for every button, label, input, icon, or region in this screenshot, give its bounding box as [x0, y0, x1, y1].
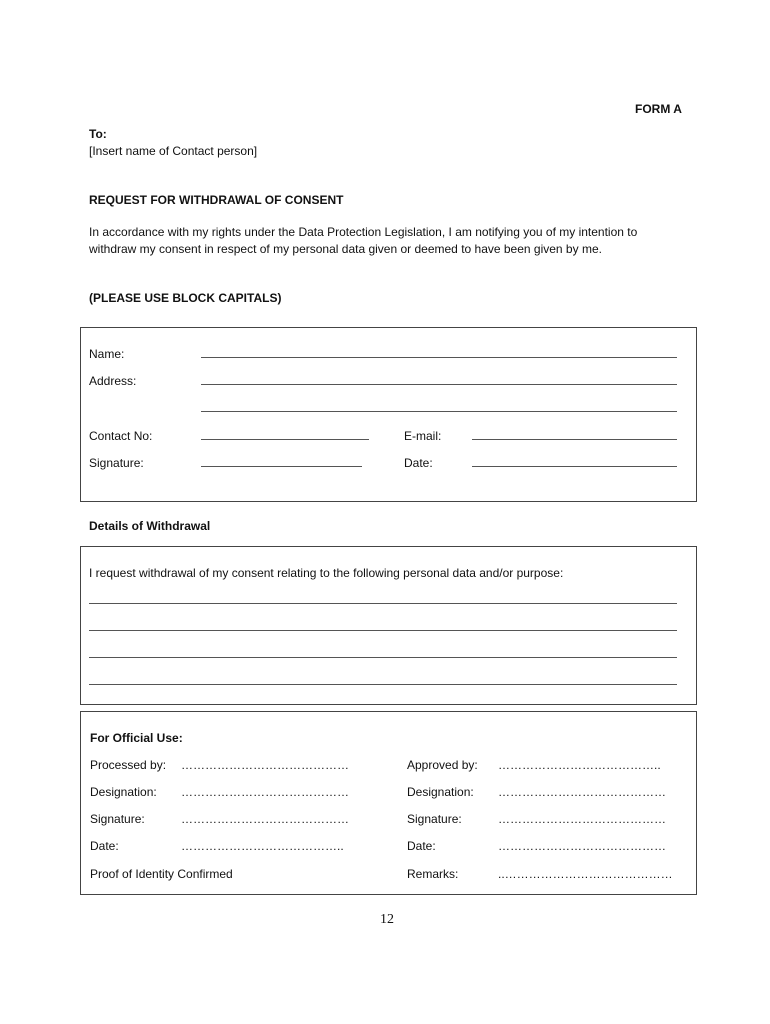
email-field[interactable]	[472, 439, 677, 440]
proof-of-identity-label: Proof of Identity Confirmed	[90, 867, 233, 881]
official-designation-field-right[interactable]: ……………………………………	[498, 785, 666, 799]
contact-number-label: Contact No:	[89, 429, 153, 443]
date-field[interactable]	[472, 466, 677, 467]
withdrawal-line-2[interactable]	[89, 630, 677, 631]
official-signature-label-left: Signature:	[90, 812, 145, 826]
email-label: E-mail:	[404, 429, 442, 443]
official-designation-label-left: Designation:	[90, 785, 157, 799]
official-date-field-left[interactable]: …………………………………..	[181, 839, 344, 853]
processed-by-field[interactable]: ……………………………………	[181, 758, 349, 772]
official-use-heading: For Official Use:	[90, 731, 183, 745]
contact-number-field[interactable]	[201, 439, 369, 440]
approved-by-label: Approved by:	[407, 758, 478, 772]
official-signature-field-left[interactable]: ……………………………………	[181, 812, 349, 826]
official-date-label-right: Date:	[407, 839, 436, 853]
remarks-field[interactable]: ..……………………………………	[498, 867, 673, 881]
to-label: To:	[89, 127, 107, 141]
page-number: 12	[380, 912, 394, 927]
address-label: Address:	[89, 374, 137, 388]
official-date-label-left: Date:	[90, 839, 119, 853]
address-field-line-2[interactable]	[201, 411, 677, 412]
request-body-line-1: In accordance with my rights under the Data Protection Legislation, I am notifying you of my intention to	[89, 225, 638, 239]
block-capitals-note: (PLEASE USE BLOCK CAPITALS)	[89, 291, 282, 305]
request-title: REQUEST FOR WITHDRAWAL OF CONSENT	[89, 193, 344, 207]
processed-by-label: Processed by:	[90, 758, 167, 772]
address-field-line-1[interactable]	[201, 384, 677, 385]
date-label: Date:	[404, 456, 433, 470]
name-field[interactable]	[201, 357, 677, 358]
approved-by-field[interactable]: …………………………………..	[498, 758, 661, 772]
official-signature-label-right: Signature:	[407, 812, 462, 826]
remarks-label: Remarks:	[407, 867, 459, 881]
official-designation-label-right: Designation:	[407, 785, 474, 799]
withdrawal-line-4[interactable]	[89, 684, 677, 685]
withdrawal-request-text: I request withdrawal of my consent relating to the following personal data and/or purpose:	[89, 566, 564, 580]
withdrawal-line-3[interactable]	[89, 657, 677, 658]
official-date-field-right[interactable]: ……………………………………	[498, 839, 666, 853]
form-label: FORM A	[635, 102, 682, 116]
personal-details-box	[80, 327, 697, 502]
official-designation-field-left[interactable]: ……………………………………	[181, 785, 349, 799]
contact-person-placeholder: [Insert name of Contact person]	[89, 144, 258, 158]
signature-field[interactable]	[201, 466, 362, 467]
name-label: Name:	[89, 347, 125, 361]
withdrawal-heading: Details of Withdrawal	[89, 519, 211, 533]
withdrawal-line-1[interactable]	[89, 603, 677, 604]
request-body-line-2: withdraw my consent in respect of my personal data given or deemed to have been given by me.	[89, 242, 602, 256]
signature-label: Signature:	[89, 456, 144, 470]
official-signature-field-right[interactable]: ……………………………………	[498, 812, 666, 826]
